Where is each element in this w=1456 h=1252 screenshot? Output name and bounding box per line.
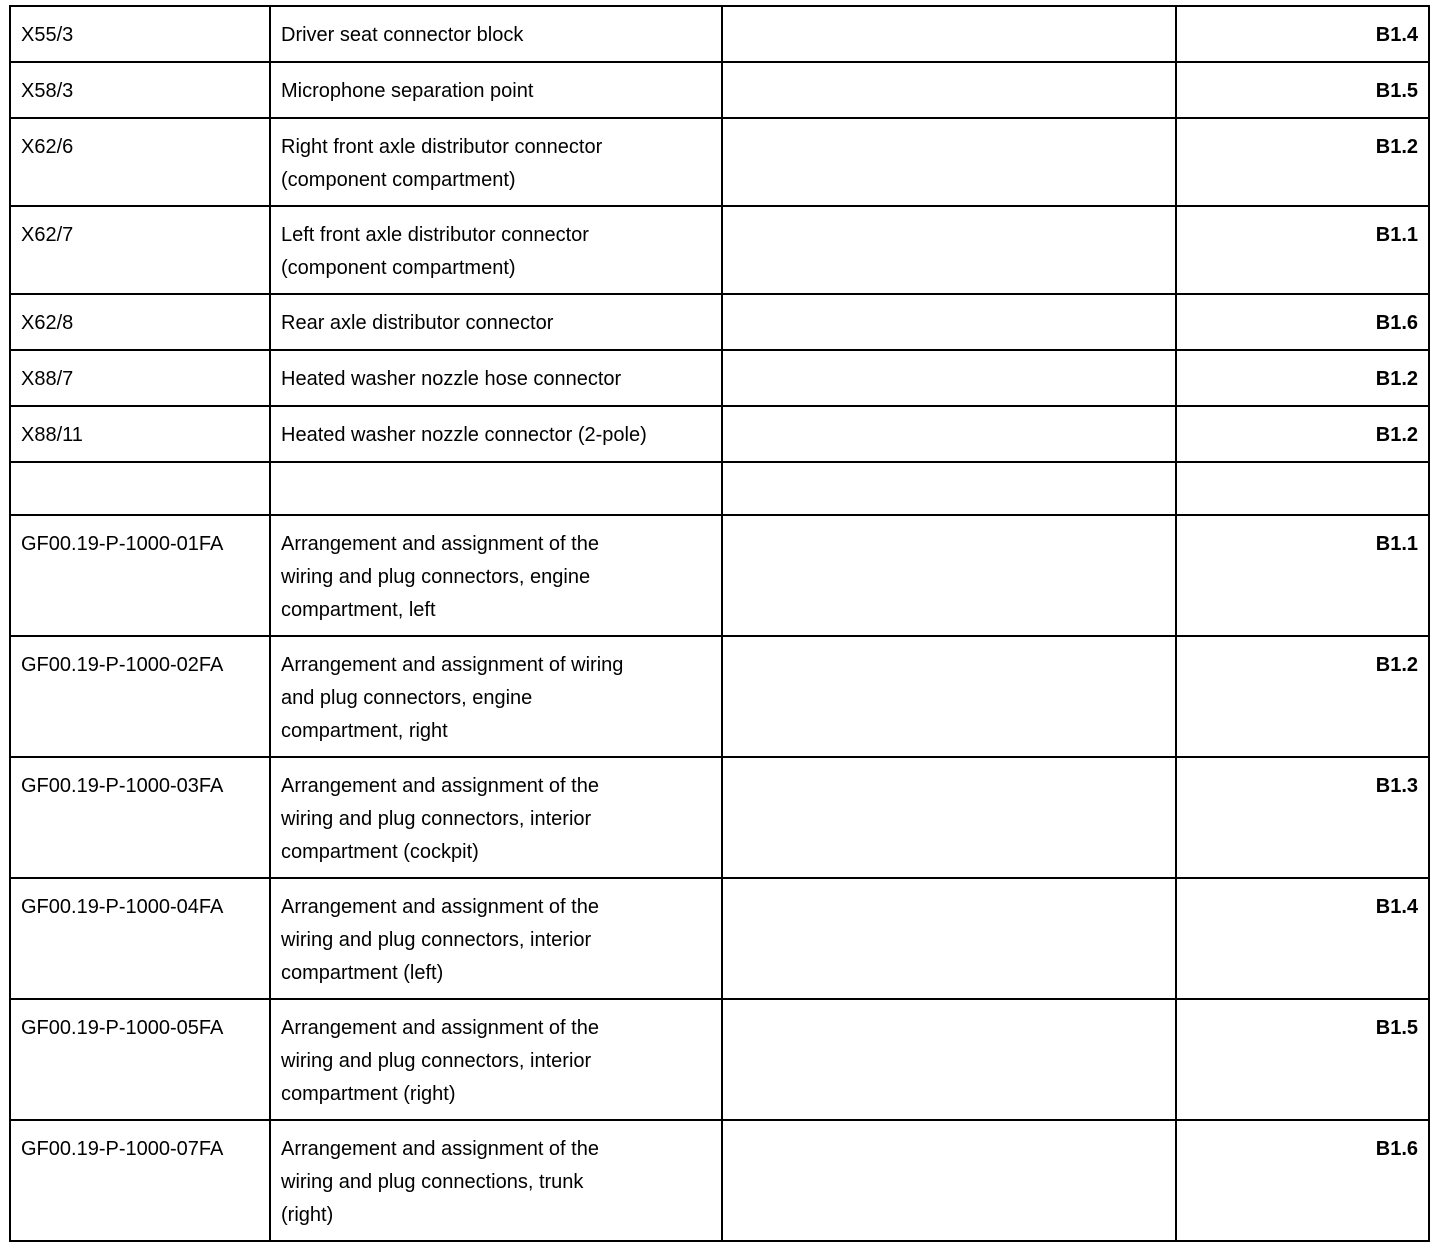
reference-cell: B1.2 [1176, 636, 1429, 757]
code-cell: X55/3 [10, 6, 270, 62]
description-cell [270, 1120, 722, 1241]
table-row [10, 1120, 1429, 1241]
table-row [10, 6, 1429, 62]
reference-cell: B1.4 [1176, 6, 1429, 62]
description-cell [270, 294, 722, 350]
description-line: wiring and plug connectors, interior [281, 929, 592, 951]
description-cell [270, 462, 722, 515]
description-line: (right) [281, 1204, 334, 1226]
reference-cell [1176, 462, 1429, 515]
table-row [10, 350, 1429, 406]
description-line: Rear axle distributor connector [281, 312, 554, 334]
table-row [10, 999, 1429, 1120]
table-row [10, 636, 1429, 757]
description-line: wiring and plug connectors, interior [281, 808, 592, 830]
code-cell: X88/7 [10, 350, 270, 406]
code-cell: GF00.19-P-1000-07FA [10, 1120, 270, 1241]
reference-cell: B1.2 [1176, 350, 1429, 406]
code-cell: X62/7 [10, 206, 270, 294]
code-cell: GF00.19-P-1000-04FA [10, 878, 270, 999]
description-line: Arrangement and assignment of wiring [281, 654, 624, 676]
description-cell [270, 406, 722, 462]
empty-cell [722, 350, 1176, 406]
empty-cell [722, 1120, 1176, 1241]
reference-cell: B1.3 [1176, 757, 1429, 878]
code-cell: X62/8 [10, 294, 270, 350]
description-line: Arrangement and assignment of the [281, 1138, 599, 1160]
empty-cell [722, 118, 1176, 206]
description-line: Arrangement and assignment of the [281, 775, 599, 797]
description-line: compartment (left) [281, 962, 444, 984]
empty-cell [722, 406, 1176, 462]
reference-cell: B1.5 [1176, 62, 1429, 118]
description-line: wiring and plug connectors, interior [281, 1050, 592, 1072]
empty-cell [722, 206, 1176, 294]
code-cell: GF00.19-P-1000-02FA [10, 636, 270, 757]
description-line: Microphone separation point [281, 80, 534, 102]
code-cell: GF00.19-P-1000-03FA [10, 757, 270, 878]
description-line: compartment, right [281, 720, 448, 742]
empty-cell [722, 62, 1176, 118]
reference-cell: B1.1 [1176, 206, 1429, 294]
description-cell [270, 999, 722, 1120]
reference-cell: B1.6 [1176, 294, 1429, 350]
description-line: (component compartment) [281, 169, 516, 191]
reference-cell: B1.5 [1176, 999, 1429, 1120]
code-cell: X88/11 [10, 406, 270, 462]
description-line: Driver seat connector block [281, 24, 524, 46]
table-row [10, 118, 1429, 206]
description-cell [270, 636, 722, 757]
description-cell [270, 878, 722, 999]
reference-cell: B1.1 [1176, 515, 1429, 636]
table-row [10, 62, 1429, 118]
empty-cell [722, 999, 1176, 1120]
empty-cell [722, 462, 1176, 515]
code-cell: X58/3 [10, 62, 270, 118]
reference-cell: B1.6 [1176, 1120, 1429, 1241]
description-line: Heated washer nozzle hose connector [281, 368, 622, 390]
code-cell [10, 462, 270, 515]
code-cell: GF00.19-P-1000-01FA [10, 515, 270, 636]
table-row [10, 757, 1429, 878]
description-line: Arrangement and assignment of the [281, 896, 599, 918]
description-cell [270, 350, 722, 406]
description-cell [270, 118, 722, 206]
description-line: (component compartment) [281, 257, 516, 279]
reference-cell: B1.2 [1176, 118, 1429, 206]
table-row [10, 406, 1429, 462]
empty-cell [722, 757, 1176, 878]
description-line: compartment, left [281, 599, 436, 621]
description-cell [270, 515, 722, 636]
description-line: compartment (right) [281, 1083, 456, 1105]
description-line: Right front axle distributor connector [281, 136, 603, 158]
description-line: Heated washer nozzle connector (2-pole) [281, 424, 647, 446]
empty-cell [722, 515, 1176, 636]
description-cell [270, 62, 722, 118]
reference-cell: B1.4 [1176, 878, 1429, 999]
empty-cell [722, 636, 1176, 757]
table-row [10, 515, 1429, 636]
description-cell [270, 206, 722, 294]
empty-cell [722, 6, 1176, 62]
table-row-blank [10, 462, 1429, 515]
description-cell [270, 757, 722, 878]
table-row [10, 206, 1429, 294]
table-row [10, 878, 1429, 999]
code-cell: X62/6 [10, 118, 270, 206]
reference-cell: B1.2 [1176, 406, 1429, 462]
description-line: and plug connectors, engine [281, 687, 533, 709]
description-line: compartment (cockpit) [281, 841, 479, 863]
code-cell: GF00.19-P-1000-05FA [10, 999, 270, 1120]
description-line: Left front axle distributor connector [281, 224, 589, 246]
empty-cell [722, 878, 1176, 999]
description-cell [270, 6, 722, 62]
description-line: Arrangement and assignment of the [281, 533, 599, 555]
description-line: Arrangement and assignment of the [281, 1017, 599, 1039]
description-line: wiring and plug connectors, engine [281, 566, 591, 588]
description-line: wiring and plug connections, trunk [281, 1171, 584, 1193]
connector-reference-table [9, 5, 1430, 1242]
table-row [10, 294, 1429, 350]
empty-cell [722, 294, 1176, 350]
